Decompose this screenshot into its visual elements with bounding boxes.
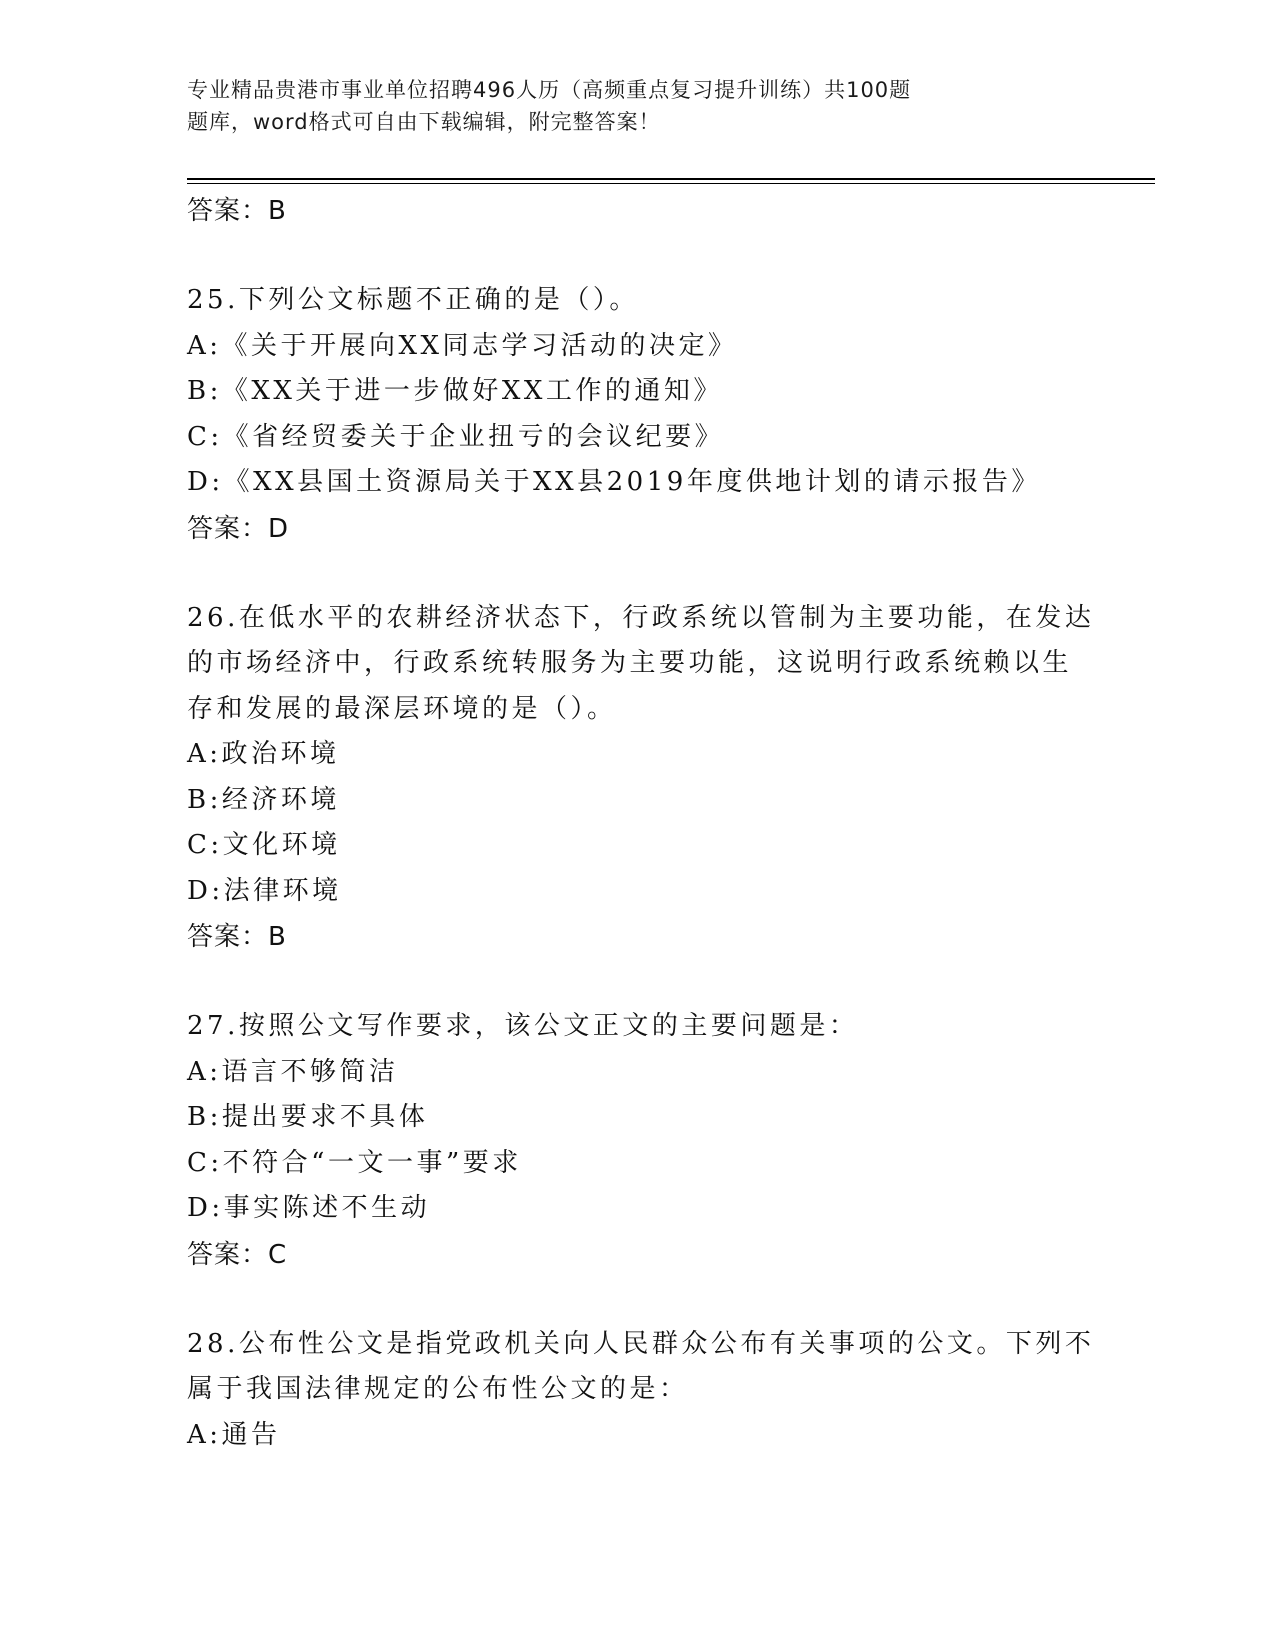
option-d: D:法律环境 [187, 875, 342, 906]
question-stem: 25.下列公文标题不正确的是（）。 [187, 285, 639, 315]
question-block [187, 1004, 1087, 1278]
option-c: C:不符合“一文一事”要求 [187, 1147, 522, 1178]
header-divider-thin [187, 183, 1155, 184]
answer-line: 答案：B [187, 196, 287, 226]
question-stem: 存和发展的最深层环境的是（）。 [187, 693, 617, 724]
question-stem: 26.在低水平的农耕经济状态下，行政系统以管制为主要功能，在发达 [187, 602, 1095, 633]
option-a: A:政治环境 [187, 739, 340, 769]
question-stem: 28.公布性公文是指党政机关向人民群众公布有关事项的公文。下列不 [187, 1328, 1095, 1359]
option-b: B:提出要求不具体 [187, 1102, 429, 1132]
option-a: A:通告 [187, 1419, 281, 1450]
question-stem: 属于我国法律规定的公布性公文的是： [187, 1374, 689, 1404]
header-line-2: 题库，word格式可自由下载编辑，附完整答案！ [187, 110, 661, 134]
option-c: C:文化环境 [187, 830, 341, 860]
question-stem: 的市场经济中，行政系统转服务为主要功能，这说明行政系统赖以生 [187, 648, 1073, 678]
question-block [187, 278, 1087, 552]
header-line-1: 专业精品贵港市事业单位招聘496人历（高频重点复习提升训练）共100题 [187, 78, 912, 102]
option-d: D:事实陈述不生动 [187, 1193, 431, 1223]
option-a: A:语言不够简洁 [187, 1056, 399, 1087]
option-b: B:《XX关于进一步做好XX工作的通知》 [187, 376, 723, 406]
option-c: C:《省经贸委关于企业扭亏的会议纪要》 [187, 421, 725, 452]
question-block [187, 596, 1095, 961]
question-block [187, 1322, 1095, 1459]
header-divider-thick [187, 178, 1155, 180]
answer-line: 答案：B [187, 922, 287, 952]
answer-line: 答案：C [187, 1239, 288, 1270]
page-header [187, 74, 1037, 138]
option-b: B:经济环境 [187, 784, 340, 815]
question-list [187, 188, 1095, 1458]
question-stem: 27.按照公文写作要求，该公文正文的主要问题是： [187, 1011, 859, 1041]
option-d: D:《XX县国土资源局关于XX县2019年度供地计划的请示报告》 [187, 467, 1041, 497]
answer-line: 答案：D [187, 513, 290, 544]
option-a: A:《关于开展向XX同志学习活动的决定》 [187, 330, 738, 361]
